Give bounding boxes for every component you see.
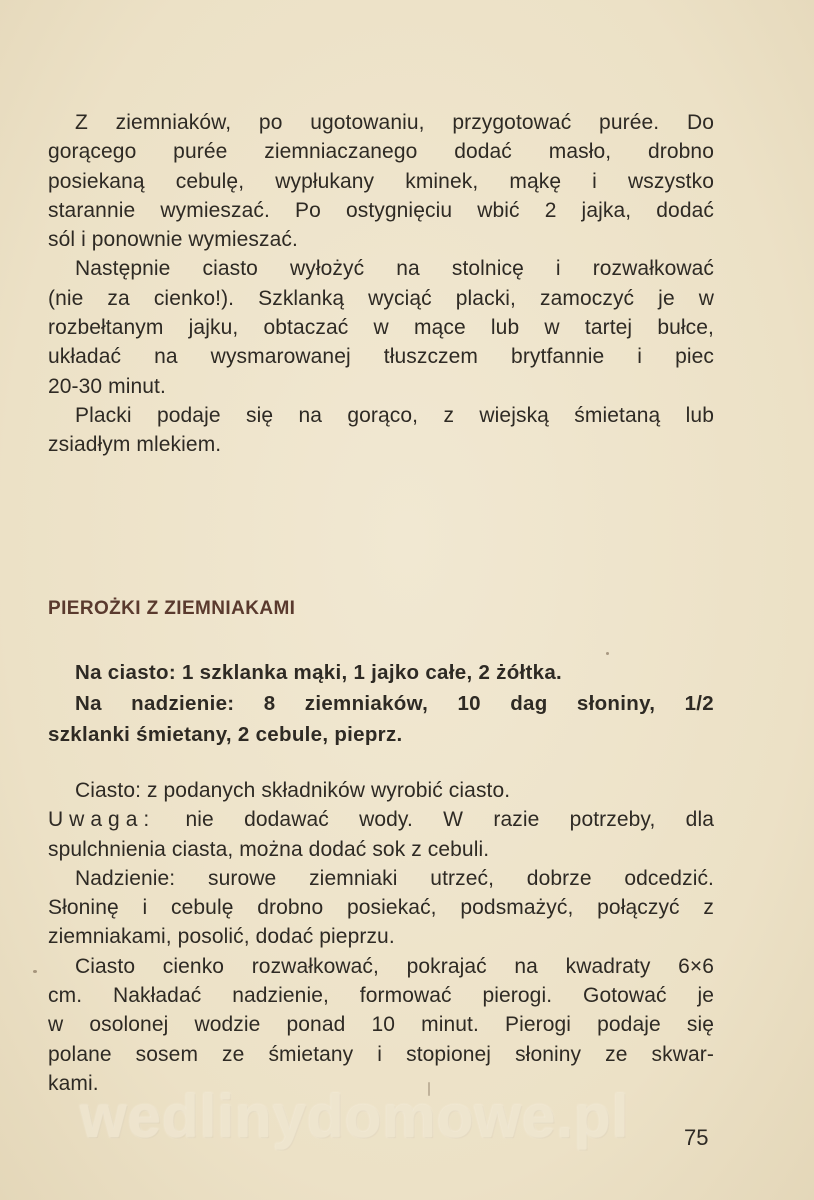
ingredient-line: szklanki śmietany, 2 cebule, pieprz. [48,723,403,746]
text-line: spulchnienia ciasta, można dodać sok z cebuli. [48,837,490,861]
text-line: zsiadłym mlekiem. [48,433,222,457]
text-line: kami. [48,1071,99,1095]
text-line: (nie za cienko!). Szklanką wyciąć placki, zamoczyć je w [48,286,714,310]
text-line: rozbełtanym jajku, obtaczać w mące lub w tartej bułce, [48,316,714,340]
text-line: 20-30 minut. [48,374,166,398]
text-line: Ciasto: z podanych składników wyrobić ciasto. [75,779,511,802]
ingredients-list [48,657,714,750]
method-text [48,776,714,1098]
text-line: Placki podaje się na gorąco, z wiejską śmietaną lub [75,403,714,427]
print-speck [606,652,609,655]
text-line: gorącego purée ziemniaczanego dodać masło, drobno [48,140,714,164]
ingredient-line: Na nadzienie: 8 ziemniaków, 10 dag słoniny, 1/2 [75,692,714,715]
text-line: Z ziemniaków, po ugotowaniu, przygotować purée. Do [75,111,714,134]
watermark: wedlinydomowe.pl [80,1083,630,1150]
uwaga-text: nie dodawać wody. W razie potrzeby, dla [155,808,714,832]
text-line: układać na wysmarowanej tłuszczem brytfannie i piec [48,345,714,369]
print-speck [33,970,37,973]
text-line: w osolonej wodzie ponad 10 minut. Pierogi podaje się [48,1013,714,1037]
print-speck [428,1082,430,1096]
text-line: starannie wymieszać. Po ostygnięciu wbić 2 jajka, dodać [48,198,714,222]
ingredient-line: Na ciasto: 1 szklanka mąki, 1 jajko całe, 2 żółtka. [75,661,563,684]
page-number: 75 [684,1125,709,1150]
text-line: Nadzienie: surowe ziemniaki utrzeć, dobrze odcedzić. [75,866,714,890]
recipe-title: PIEROŻKI Z ZIEMNIAKAMI [48,598,296,619]
text-line: polane sosem ze śmietany i stopionej słoniny ze skwar- [48,1042,714,1066]
uwaga-label: Uwaga: [48,808,156,832]
text-line: posiekaną cebulę, wypłukany kminek, mąkę i wszystko [48,169,714,193]
intro-text [48,108,714,460]
text-line: Następnie ciasto wyłożyć na stolnicę i rozwałkować [75,257,714,281]
text-line: ziemniakami, posolić, dodać pieprzu. [48,925,395,949]
text-line: cm. Nakładać nadzienie, formować pierogi. Gotować je [48,984,714,1008]
text-line: Słoninę i cebulę drobno posiekać, podsmażyć, połączyć z [48,896,714,920]
uwaga-line [48,805,714,834]
text-line: Ciasto cienko rozwałkować, pokrajać na kwadraty 6×6 [75,954,714,978]
text-line: sól i ponownie wymieszać. [48,228,298,252]
